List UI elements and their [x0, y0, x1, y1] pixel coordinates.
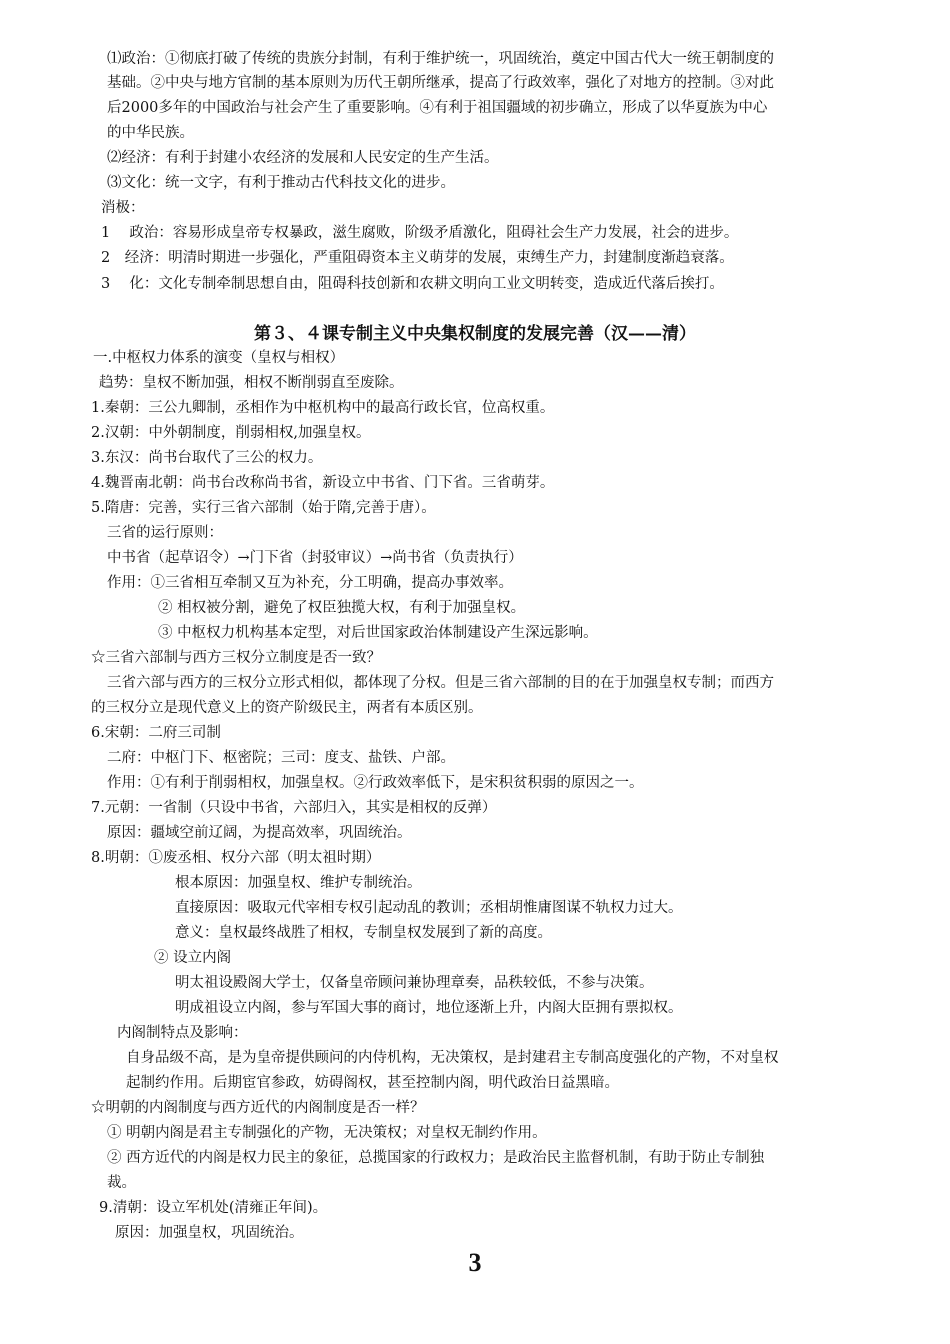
- text-line: 1.秦朝：三公九卿制，丞相作为中枢机构中的最高行政长官，位高权重。: [91, 400, 555, 416]
- text-line: 基础。②中央与地方官制的基本原则为历代王朝所继承，提高了行政效率，强化了对地方的控制。③对此: [107, 75, 774, 91]
- text-line: 中书省（起草诏令）→门下省（封驳审议）→尚书省（负责执行）: [107, 550, 523, 566]
- text-line: 7.元朝：一省制（只设中书省，六部归入，其实是相权的反弹）: [91, 800, 497, 816]
- text-line: 消极：: [101, 200, 145, 216]
- text-line: 意义：皇权最终战胜了相权，专制皇权发展到了新的高度。: [175, 925, 552, 941]
- text-line: 三省六部与西方的三权分立形式相似，都体现了分权。但是三省六部制的目的在于加强皇权专制；而西方: [107, 675, 774, 691]
- text-line: 二府：中枢门下、枢密院；三司：度支、盐铁、户部。: [107, 750, 455, 766]
- text-line: ⑵经济：有利于封建小农经济的发展和人民安定的生产生活。: [107, 150, 499, 166]
- text-line: 起制约作用。后期宦官参政，妨碍阁权，甚至控制内阁，明代政治日益黑暗。: [126, 1075, 619, 1091]
- section-title: 第３、４课专制主义中央集权制度的发展完善（汉——清）: [254, 324, 696, 344]
- page-number: 3: [468, 1248, 482, 1277]
- text-line: 1 政治：容易形成皇帝专权暴政，滋生腐败，阶级矛盾激化，阻碍社会生产力发展，社会的进步。: [101, 225, 739, 241]
- text-line: ⑴政治：①彻底打破了传统的贵族分封制，有利于维护统一，巩固统治，奠定中国古代大一统王朝制度的: [107, 51, 774, 67]
- text-line: 的中华民族。: [107, 125, 194, 141]
- text-line: ☆明朝的内阁制度与西方近代的内阁制度是否一样？: [91, 1100, 425, 1116]
- text-line: ② 西方近代的内阁是权力民主的象征，总揽国家的行政权力；是政治民主监督机制，有助于防止专制独: [107, 1150, 765, 1166]
- text-line: 4.魏晋南北朝：尚书台改称尚书省，新设立中书省、门下省。三省萌芽。: [91, 475, 555, 491]
- text-line: 一.中枢权力体系的演变（皇权与相权）: [93, 350, 345, 366]
- text-line: 三省的运行原则：: [107, 525, 223, 541]
- text-line: ⑶文化：统一文字，有利于推动古代科技文化的进步。: [107, 175, 455, 191]
- text-line: 内阁制特点及影响：: [117, 1025, 248, 1041]
- text-line: 8.明朝：①废丞相、权分六部（明太祖时期）: [91, 850, 381, 866]
- text-line: 2.汉朝：中外朝制度，削弱相权,加强皇权。: [91, 425, 371, 441]
- text-line: 3.东汉：尚书台取代了三公的权力。: [91, 450, 323, 466]
- text-line: 后2000多年的中国政治与社会产生了重要影响。④有利于祖国疆域的初步确立，形成了以华夏族为中心: [107, 100, 768, 116]
- text-line: 9.清朝：设立军机处(清雍正年间)。: [99, 1200, 328, 1216]
- text-line: 裁。: [107, 1175, 136, 1191]
- text-line: 的三权分立是现代意义上的资产阶级民主，两者有本质区别。: [91, 700, 483, 716]
- text-line: ① 明朝内阁是君主专制强化的产物，无决策权；对皇权无制约作用。: [107, 1125, 547, 1141]
- text-line: 5.隋唐：完善，实行三省六部制（始于隋,完善于唐）。: [91, 500, 436, 516]
- text-line: 作用：①三省相互牵制又互为补充，分工明确，提高办事效率。: [107, 575, 513, 591]
- text-line: ② 设立内阁: [154, 950, 232, 966]
- text-line: ③ 中枢权力机构基本定型，对后世国家政治体制建设产生深远影响。: [158, 625, 598, 641]
- text-line: 作用：①有利于削弱相权，加强皇权。②行政效率低下，是宋积贫积弱的原因之一。: [107, 775, 644, 791]
- text-line: 原因：疆域空前辽阔，为提高效率，巩固统治。: [107, 825, 412, 841]
- text-line: 明太祖设殿阁大学士，仅备皇帝顾问兼协理章奏，品秩较低，不参与决策。: [175, 975, 654, 991]
- text-line: ☆三省六部制与西方三权分立制度是否一致？: [91, 650, 381, 666]
- text-line: 6.宋朝：二府三司制: [91, 725, 221, 741]
- text-line: 自身品级不高，是为皇帝提供顾问的内侍机构，无决策权，是封建君主专制高度强化的产物，不对皇权: [126, 1050, 779, 1066]
- text-line: 趋势：皇权不断加强，相权不断削弱直至废除。: [99, 375, 404, 391]
- text-line: 明成祖设立内阁，参与军国大事的商讨，地位逐渐上升，内阁大臣拥有票拟权。: [175, 1000, 683, 1016]
- text-line: 2 经济：明清时期进一步强化，严重阻碍资本主义萌芽的发展，束缚生产力，封建制度渐趋衰落。: [101, 250, 734, 266]
- text-line: 根本原因：加强皇权、维护专制统治。: [175, 875, 422, 891]
- text-line: 直接原因：吸取元代宰相专权引起动乱的教训；丞相胡惟庸图谋不轨权力过大。: [175, 900, 683, 916]
- text-line: 原因：加强皇权，巩固统治。: [115, 1225, 304, 1241]
- text-line: 3 化：文化专制牵制思想自由，阻碍科技创新和农耕文明向工业文明转变，造成近代落后挨打。: [101, 276, 724, 292]
- text-line: ② 相权被分割，避免了权臣独揽大权，有利于加强皇权。: [158, 600, 526, 616]
